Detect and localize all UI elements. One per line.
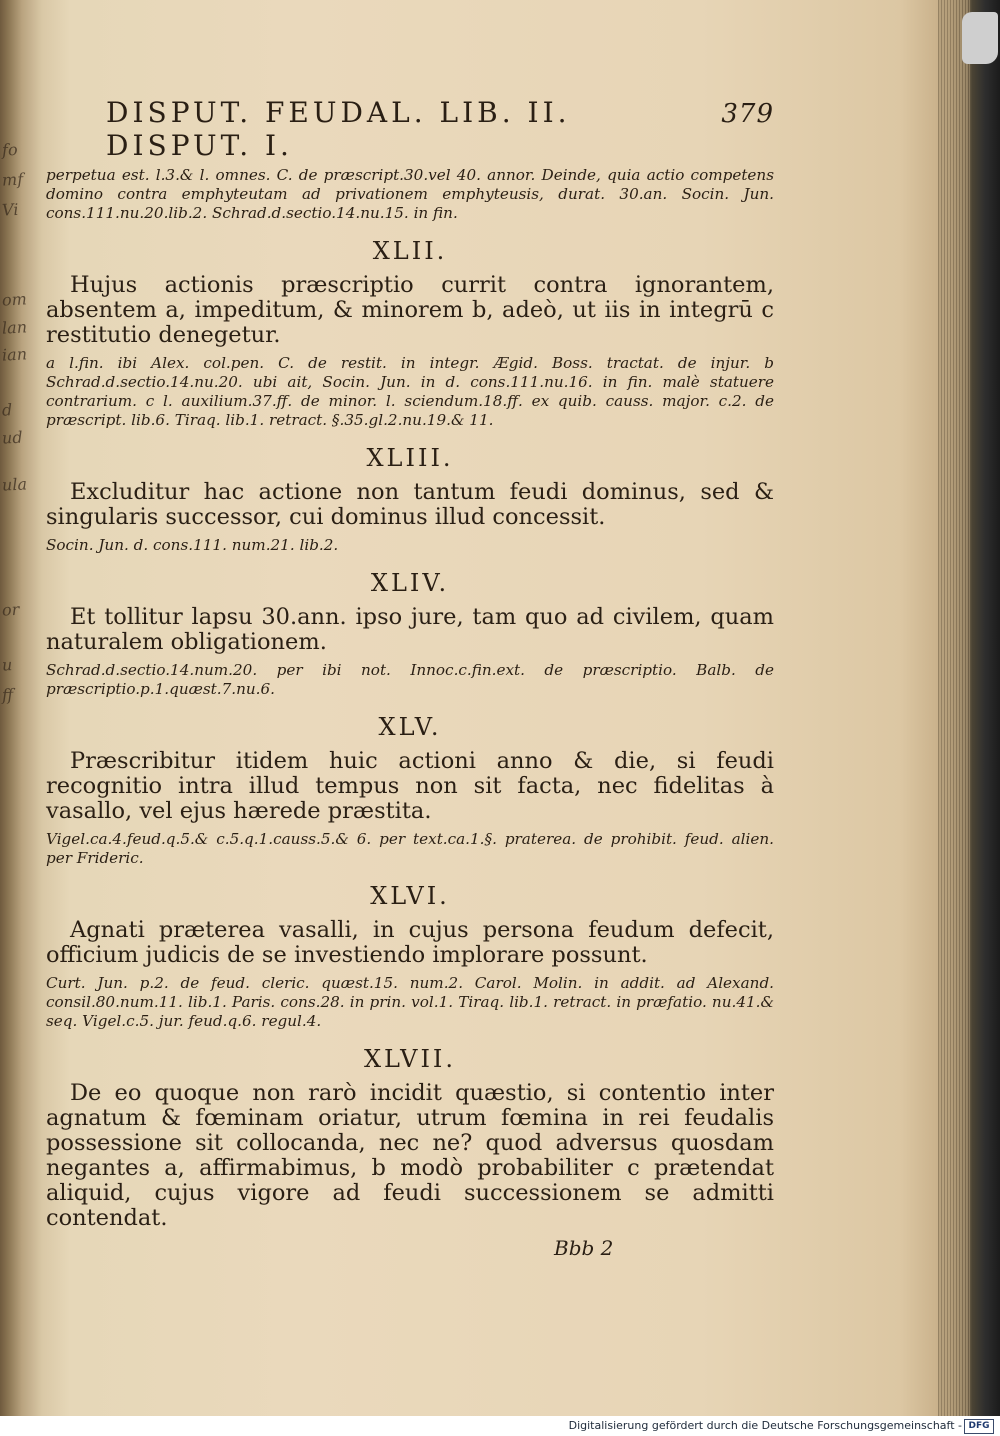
catchword: Bbb 2 (554, 1236, 614, 1260)
section-text: De eo quoque non rarò incidit quæstio, si contentio inter agnatum & fœminam oriatur, utrum fœmina in rei feudalis possessione sit collocanda, nec ne? quod adversus quosdam negantes a, affirmabimus, b modò probabiliter c prætendat aliquid, cujus vigore ad feudi successionem se admitti contendat. (46, 1080, 774, 1231)
section-xliii (46, 444, 774, 555)
gutter-fragment: Vi (1, 199, 19, 220)
footer-bar (0, 1416, 1000, 1436)
section-text: Agnati præterea vasalli, in cujus persona feudum defecit, officium judicis de se investiendo implorare possunt. (46, 917, 774, 968)
footer-credit: Digitalisierung gefördert durch die Deutsche Forschungsgemeinschaft - (568, 1419, 962, 1432)
running-head (106, 96, 774, 162)
section-numeral: XLIII. (366, 444, 454, 472)
section-numeral: XLII. (372, 237, 448, 265)
gutter-fragment: lan (1, 317, 28, 338)
gutter-fragment: ian (1, 344, 28, 365)
section-text: Et tollitur lapsu 30.ann. ipso jure, tam quo ad civilem, quam naturalem obligationem. (46, 604, 774, 655)
gutter-fragment: ff (1, 685, 14, 705)
running-title: DISPUT. FEUDAL. LIB. II. DISPUT. I. (106, 96, 571, 162)
page-number: 379 (721, 99, 774, 129)
section-xlii (46, 237, 774, 430)
gutter-fragment: or (1, 599, 20, 620)
corner-marker (962, 12, 998, 64)
section-numeral: XLV. (378, 713, 442, 741)
section-xliv (46, 569, 774, 699)
section-note: a l.fin. ibi Alex. col.pen. C. de restit. in integr. Ægid. Boss. tractat. de injur. b Schrad.d.sectio.14.nu.20. ubi ait, Socin. Jun. in d. cons.111.nu.16. in fin. malè statuere contrarium. c l. auxilium.37.ff. de minor. l. sciendum.18.ff. ex quib. causs. major. c.2. de præscript. lib.6. Tiraq. lib.1. retract. §.35.gl.2.nu.19.& 11. (46, 354, 774, 429)
gutter-fragment: om (1, 289, 28, 310)
book-page (46, 96, 774, 1266)
section-numeral: XLVII. (363, 1045, 457, 1073)
section-xlvi (46, 882, 774, 1031)
section-note: Vigel.ca.4.feud.q.5.& c.5.q.1.causs.5.& 6. per text.ca.1.§. praterea. de prohibit. feud. alien. per Frideric. (46, 830, 774, 867)
section-xlv (46, 713, 774, 868)
section-note: Curt. Jun. p.2. de feud. cleric. quæst.15. num.2. Carol. Molin. in addit. ad Alexand. consil.80.num.11. lib.1. Paris. cons.28. in prin. vol.1. Tiraq. lib.1. retract. in præfatio. nu.41.& seq. Vigel.c.5. jur. feud.q.6. regul.4. (46, 974, 774, 1030)
gutter-fragment: mf (1, 169, 24, 190)
section-text: Hujus actionis præscriptio currit contra ignorantem, absentem a, impeditum, & minorem b, adeò, ut iis in integrū c restitutio denegetur. (46, 272, 774, 348)
section-note: Schrad.d.sectio.14.num.20. per ibi not. Innoc.c.fin.ext. de præscriptio. Balb. de præscriptio.p.1.quæst.7.nu.6. (46, 661, 774, 698)
section-numeral: XLIV. (370, 569, 450, 597)
section-xlvii (46, 1045, 774, 1231)
book-edge (938, 0, 970, 1416)
opening-note: perpetua est. l.3.& l. omnes. C. de præscript.30.vel 40. annor. Deinde, quia actio competens domino contra emphyteutam ad privationem emphyteusis, durat. 30.an. Socin. Jun. cons.111.nu.20.lib.2. Schrad.d.sectio.14.nu.15. in fin. (46, 166, 774, 222)
gutter-fragment: u (1, 655, 13, 675)
gutter-fragment: fo (1, 139, 19, 160)
section-numeral: XLVI. (370, 882, 450, 910)
section-text: Excluditur hac actione non tantum feudi dominus, sed & singularis successor, cui dominus illud concessit. (46, 479, 774, 530)
dfg-logo: DFG (964, 1419, 994, 1434)
gutter-fragment: ud (1, 427, 24, 448)
section-text: Præscribitur itidem huic actioni anno & die, si feudi recognitio intra illud tempus non sit facta, nec fidelitas à vasallo, vel ejus hærede præstita. (46, 748, 774, 824)
gutter-fragment: d (1, 400, 13, 420)
gutter-fragment: ula (1, 474, 28, 495)
section-note: Socin. Jun. d. cons.111. num.21. lib.2. (46, 536, 339, 554)
